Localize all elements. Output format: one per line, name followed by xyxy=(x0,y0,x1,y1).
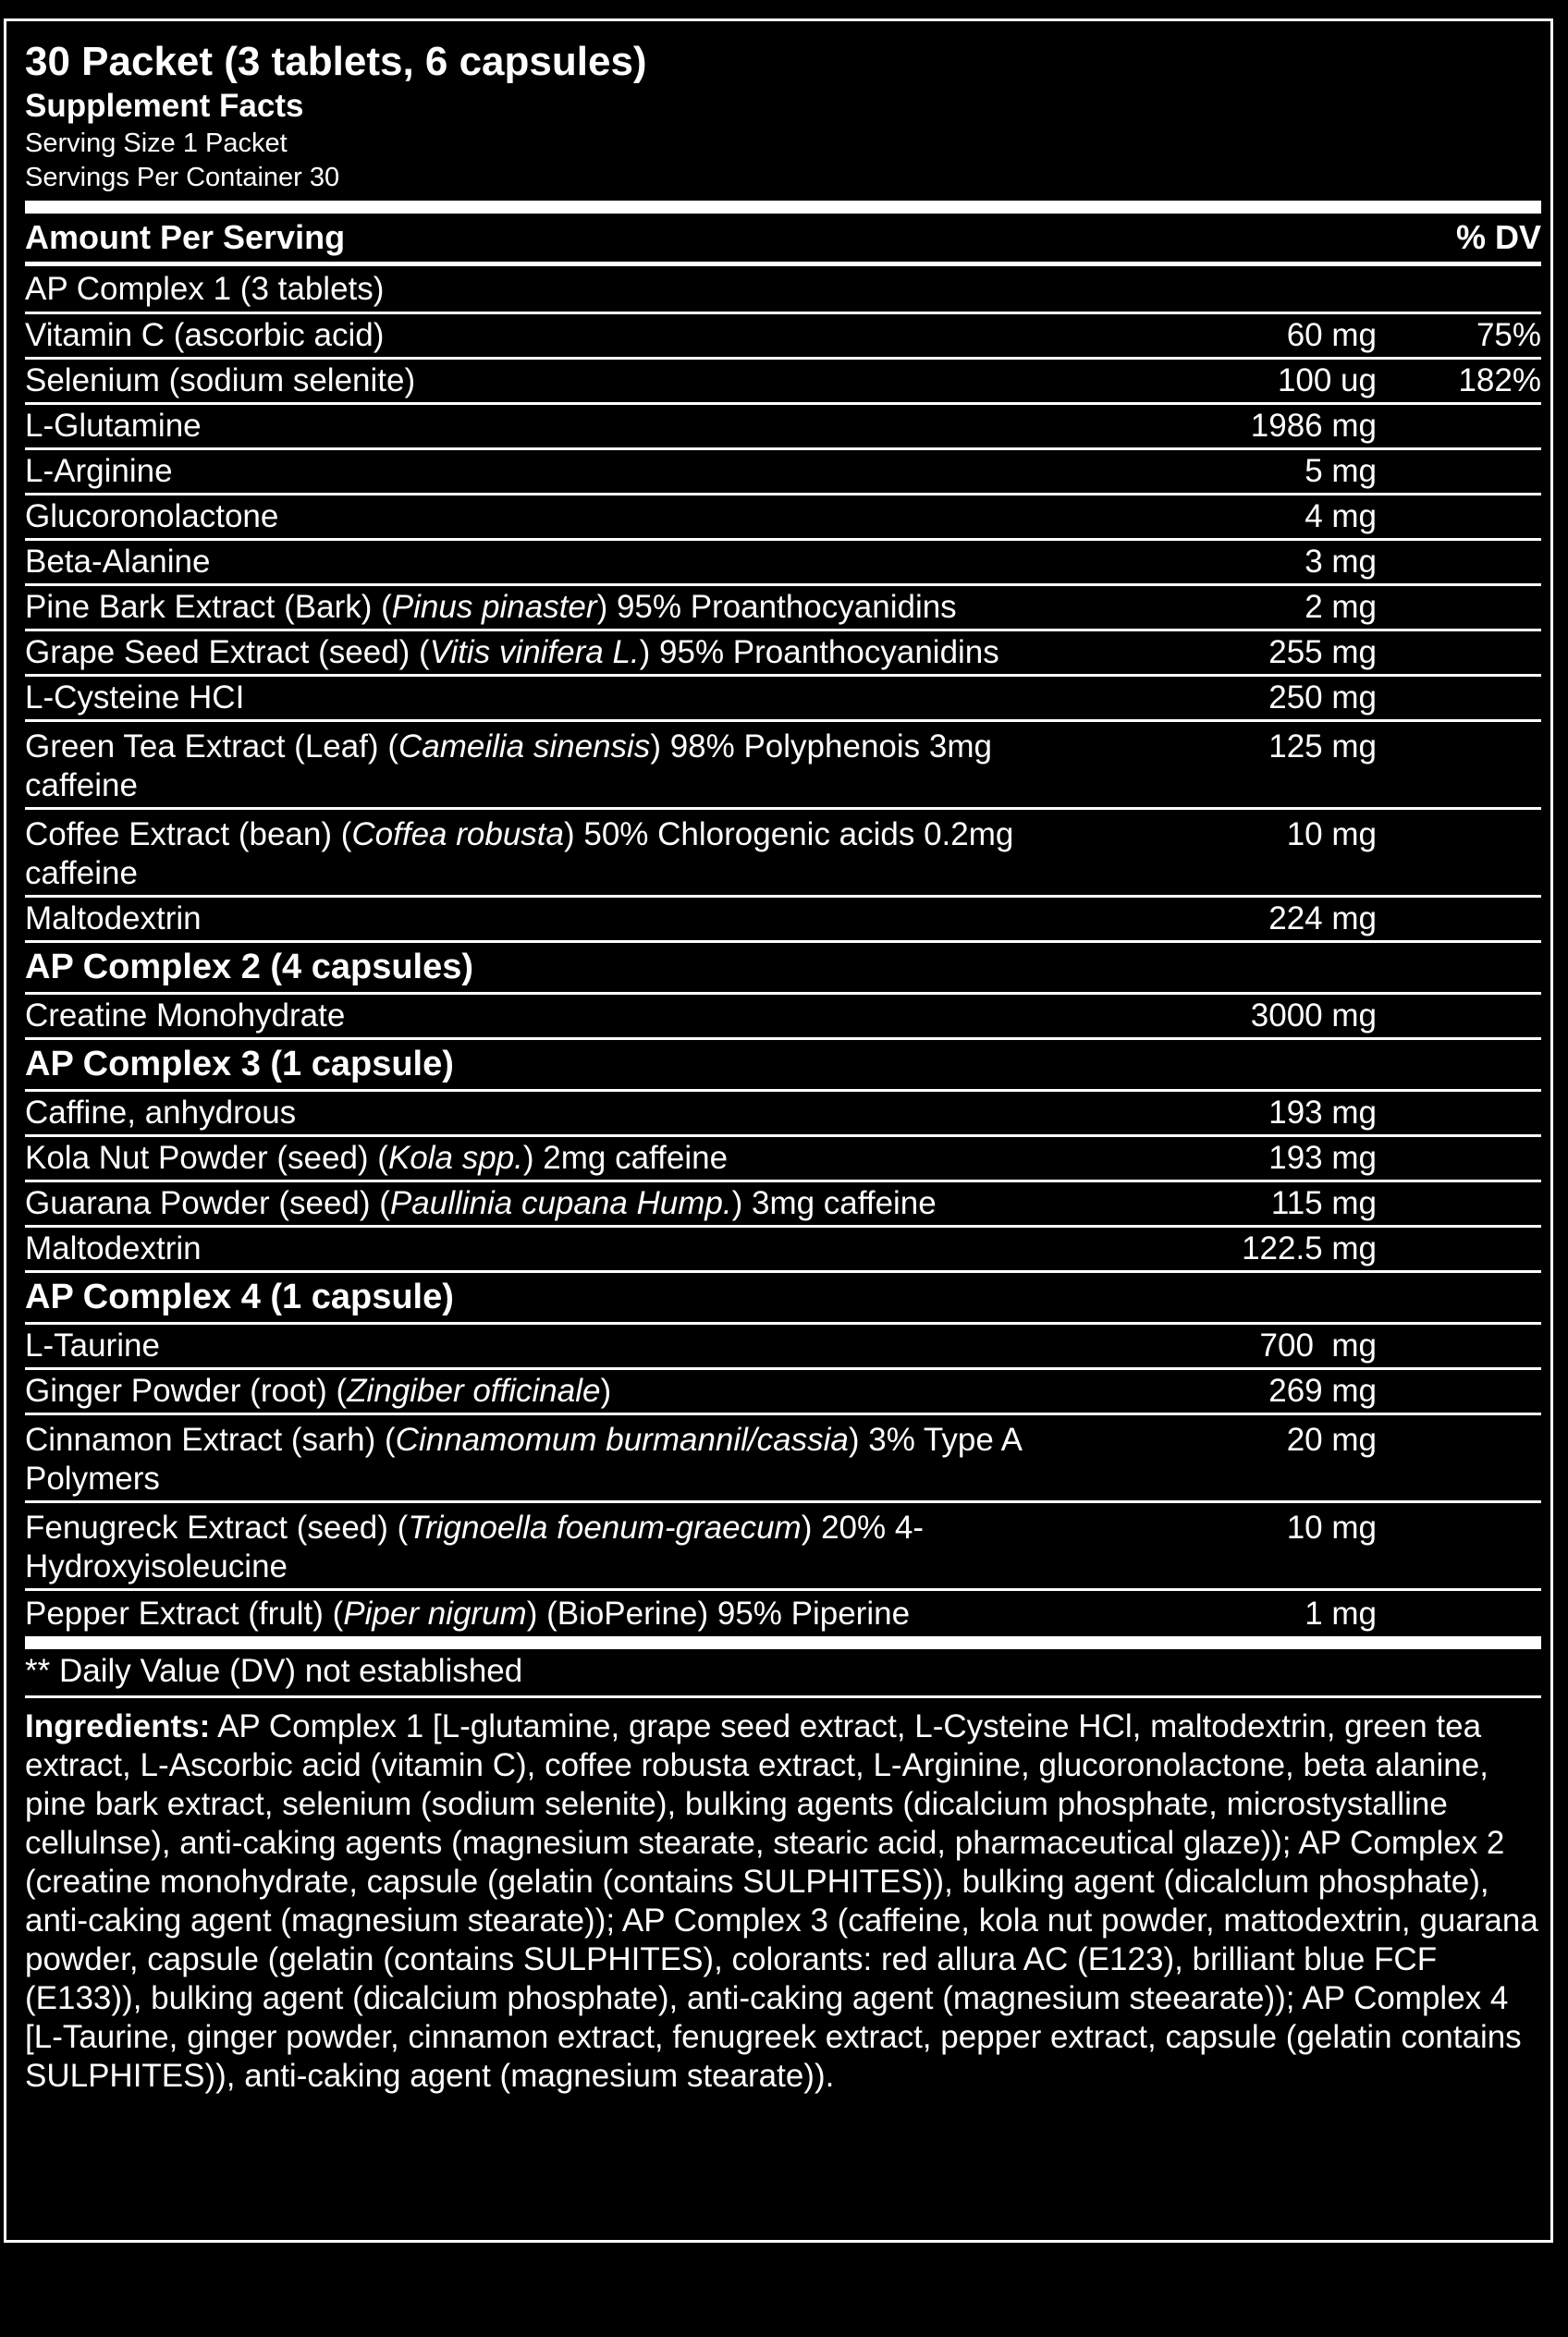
row-name: Guarana Powder (seed) (Paullinia cupana Hump.) 3mg caffeine xyxy=(25,1185,937,1221)
row-name: Selenium (sodium selenite) xyxy=(25,362,416,398)
table-row xyxy=(25,541,1541,586)
divider-thick xyxy=(25,1636,1541,1649)
row-amount: 122.5 mg xyxy=(1242,1230,1377,1266)
row-name: Kola Nut Powder (seed) (Kola spp.) 2mg caffeine xyxy=(25,1140,729,1176)
ingredients-list xyxy=(25,1698,1541,2096)
table-row xyxy=(25,360,1541,405)
row-amount: 115 mg xyxy=(1270,1185,1377,1221)
table-row xyxy=(25,898,1541,943)
table-row xyxy=(25,586,1541,631)
supplement-facts-panel xyxy=(4,18,1553,2243)
table-row xyxy=(25,405,1541,450)
table-row xyxy=(25,1137,1541,1182)
row-amount: 193 mg xyxy=(1268,1095,1377,1131)
row-name: L-Glutamine xyxy=(25,408,202,444)
row-name: L-Arginine xyxy=(25,453,173,489)
table-row xyxy=(25,1228,1541,1273)
complex1-heading: AP Complex 1 (3 tablets) xyxy=(25,266,1541,314)
amount-per-serving-label: Amount Per Serving xyxy=(25,218,346,256)
row-amount: 250 mg xyxy=(1268,679,1377,716)
row-name: L-Cysteine HCI xyxy=(25,679,245,716)
row-amount: 1 mg xyxy=(1305,1595,1377,1632)
table-row xyxy=(25,995,1541,1040)
table-row xyxy=(25,1370,1541,1415)
table-row xyxy=(25,1415,1541,1503)
dv-label: % DV xyxy=(1455,218,1541,256)
packet-title: 30 Packet (3 tablets, 6 capsules) xyxy=(25,39,647,84)
row-name: Vitamin C (ascorbic acid) xyxy=(25,317,385,353)
row-amount: 193 mg xyxy=(1268,1140,1377,1176)
row-amount: 10 mg xyxy=(1286,816,1377,852)
servings-per-container: Servings Per Container 30 xyxy=(25,163,340,192)
row-amount: 20 mg xyxy=(1286,1422,1377,1458)
row-name: Coffee Extract (bean) (Coffea robusta) 50% Chlorogenic acids 0.2mg caffeine xyxy=(25,816,1014,891)
row-name: Cinnamon Extract (sarh) (Cinnamomum burmannil/cassia) 3% Type A Polymers xyxy=(25,1422,1022,1497)
row-amount: 255 mg xyxy=(1268,634,1377,670)
row-amount: 269 mg xyxy=(1268,1373,1377,1409)
row-name: Green Tea Extract (Leaf) (Cameilia sinensis) 98% Polyphenois 3mg caffeine xyxy=(25,728,992,803)
complex4-heading: AP Complex 4 (1 capsule) xyxy=(25,1273,1541,1325)
table-row xyxy=(25,1503,1541,1591)
row-amount: 2 mg xyxy=(1305,589,1377,625)
row-amount: 1986 mg xyxy=(1250,408,1377,444)
row-dv: 182% xyxy=(1458,362,1541,398)
table-row xyxy=(25,450,1541,496)
table-header xyxy=(25,214,1541,266)
ingredients-text: AP Complex 1 [L-glutamine, grape seed extract, L-Cysteine HCl, maltodextrin, green tea extract, L-Ascorbic acid (vitamin C), coffee robusta extract, L-Arginine, glucoronolactone, beta alanine, pine bark extract, selenium (sodium selenite), bulking agents (dicalcium phosphate, microstystalline cellulnse), anti-caking agents (magnesium stearate, stearic acid, pharmaceutical glaze)); AP Complex 2 (creatine monohydrate, capsule (gelatin (contains SULPHITES)), bulking agent (dicalclum phosphate), anti-caking agent (magnesium stearate)); AP Complex 3 (caffeine, kola nut powder, mattodextrin, guarana powder, capsule (gelatin (contains SULPHITES), colorants: red allura AC (E123), brilliant blue FCF (E133)), bulking agent (dicalcium phosphate), anti-caking agent (magnesium steearate)); AP Complex 4 [L-Taurine, ginger powder, cinnamon extract, fenugreek extract, pepper extract, capsule (gelatin contains SULPHITES)), anti-caking agent (magnesium stearate)). xyxy=(25,1708,1538,2094)
divider-thick xyxy=(25,201,1541,214)
row-amount: 5 mg xyxy=(1305,453,1377,489)
complex2-heading: AP Complex 2 (4 capsules) xyxy=(25,943,1541,995)
row-name: Ginger Powder (root) (Zingiber officinale) xyxy=(25,1373,612,1409)
row-amount: 100 ug xyxy=(1277,362,1377,398)
table-row xyxy=(25,722,1541,810)
table-row xyxy=(25,1182,1541,1228)
row-name: Beta-Alanine xyxy=(25,544,211,580)
table-row xyxy=(25,810,1541,898)
table-row xyxy=(25,1325,1541,1370)
supplement-facts-heading: Supplement Facts xyxy=(25,88,304,124)
complex3-heading: AP Complex 3 (1 capsule) xyxy=(25,1040,1541,1092)
row-name: Creatine Monohydrate xyxy=(25,997,346,1034)
table-row xyxy=(25,314,1541,360)
row-name: Maltodextrin xyxy=(25,900,202,936)
table-row xyxy=(25,496,1541,541)
ingredients-label: Ingredients: xyxy=(25,1708,211,1744)
supplement-facts-content xyxy=(25,38,1541,2096)
row-name: Pine Bark Extract (Bark) (Pinus pinaster) 95% Proanthocyanidins xyxy=(25,589,957,625)
row-amount: 10 mg xyxy=(1286,1510,1377,1546)
row-dv: 75% xyxy=(1476,317,1541,353)
row-amount: 3000 mg xyxy=(1250,997,1377,1034)
table-row xyxy=(25,1092,1541,1137)
row-amount: 3 mg xyxy=(1305,544,1377,580)
dv-footnote: ** Daily Value (DV) not established xyxy=(25,1649,1541,1698)
serving-size: Serving Size 1 Packet xyxy=(25,128,288,158)
row-amount: 700 mg xyxy=(1259,1328,1377,1364)
row-name: Caffine, anhydrous xyxy=(25,1095,297,1131)
row-name: L-Taurine xyxy=(25,1328,160,1364)
row-amount: 125 mg xyxy=(1268,728,1377,765)
row-name: Pepper Extract (frult) (Piper nigrum) (BioPerine) 95% Piperine xyxy=(25,1595,911,1632)
row-name: Grape Seed Extract (seed) (Vitis vinifera L.) 95% Proanthocyanidins xyxy=(25,634,999,670)
table-row xyxy=(25,1591,1541,1636)
row-amount: 4 mg xyxy=(1305,498,1377,534)
table-row xyxy=(25,677,1541,722)
row-name: Glucoronolactone xyxy=(25,498,279,534)
table-row xyxy=(25,631,1541,677)
row-name: Maltodextrin xyxy=(25,1230,202,1266)
row-amount: 60 mg xyxy=(1286,317,1377,353)
row-name: Fenugreck Extract (seed) (Trignoella foenum-graecum) 20% 4-Hydroxyisoleucine xyxy=(25,1510,924,1585)
row-amount: 224 mg xyxy=(1268,900,1377,936)
